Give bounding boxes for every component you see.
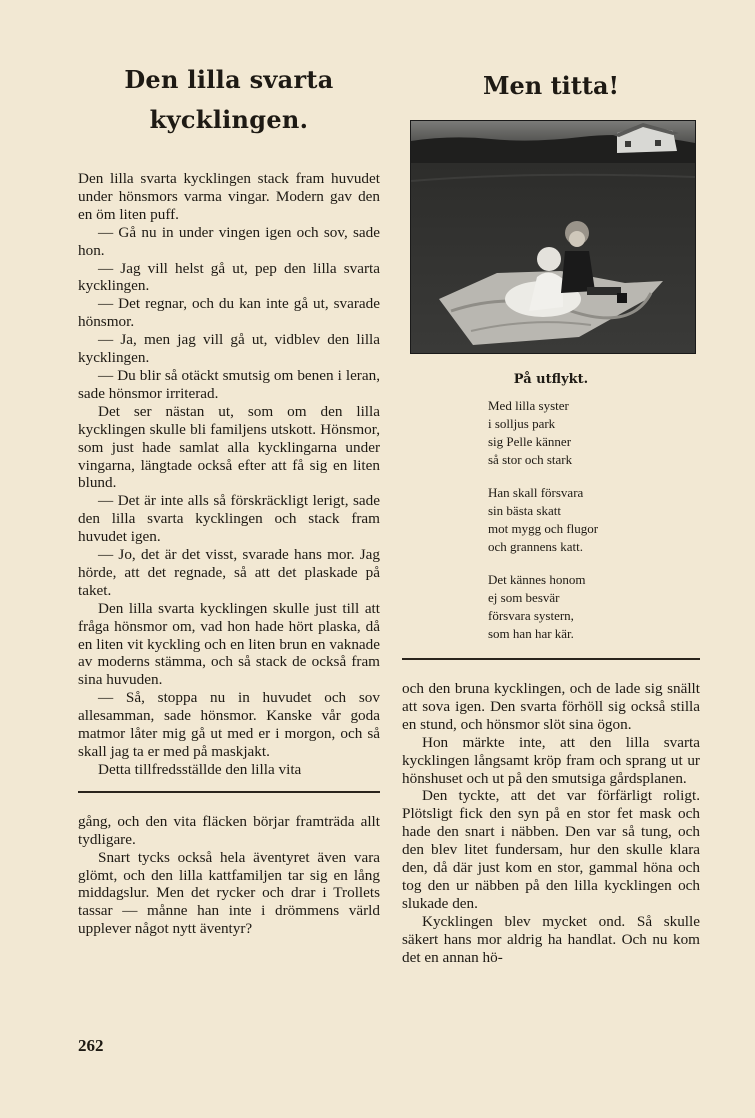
other-story-paragraph: gång, och den vita fläcken börjar framträda allt tydligare.	[78, 812, 380, 848]
poem-line: försvara systern,	[488, 608, 574, 623]
poem-stanza	[488, 484, 700, 556]
story-paragraph: — Det är inte alls så förskräckligt lerigt, sade den lilla svarta kycklingen och stack fram huvudet igen.	[78, 492, 380, 546]
story-paragraph: — Gå nu in under vingen igen och sov, sade hon.	[78, 223, 380, 259]
divider	[78, 791, 380, 793]
story-paragraph: Den lilla svarta kycklingen skulle just till att fråga hönsmor om, vad hon hade hört plaska, då en liten vit kyckling och en liten brun en vaknade av moderns stämma, och så stack de också fram sina huvuden.	[78, 599, 380, 689]
poem-line: Det kännes honom	[488, 572, 586, 587]
story-paragraph: och den bruna kycklingen, och de lade sig snällt att sova igen. Den svarta förhöll sig också stilla en stund, och hönsmor slöt sina ögon.	[402, 680, 700, 733]
story-title: Den lilla svarta kycklingen.	[124, 65, 334, 134]
story-paragraph: Hon märkte inte, att den lilla svarta kycklingen långsamt kröp fram och sprang ut ur hönshuset och ut på den smutsiga gårdsplanen.	[402, 733, 700, 787]
poem-line: och grannens katt.	[488, 539, 583, 554]
story-paragraph: Den lilla svarta kycklingen stack fram huvudet under hönsmors varma vingar. Modern gav den en öm liten puff.	[78, 170, 380, 223]
story-paragraph: Den tyckte, att det var förfärligt roligt. Plötsligt fick den syn på en stor fet mask och hade den snart i näbben. Den var så tung, och den blev litet fundersam, hur den skulle klara den, då där just kom en stor, gammal höna och tog den ur näbben på den lilla kycklingen och slukade den.	[402, 787, 700, 912]
poem-line: som han har kär.	[488, 626, 574, 641]
other-story-paragraph: Snart tycks också hela äventyret även vara glömt, och den lilla kattfamiljen tar sig en lång middagslur. Men det rycker och drar i Trollets tassar — månne han inte i drömmens värld upplever något nytt äventyr?	[78, 848, 380, 938]
poem-line: Han skall försvara	[488, 485, 584, 500]
poem-line: mot mygg och flugor	[488, 521, 599, 536]
divider	[402, 658, 700, 660]
photo-illustration	[411, 121, 695, 353]
other-story-body	[78, 813, 380, 938]
story-paragraph: — Jag vill helst gå ut, pep den lilla svarta kycklingen.	[78, 259, 380, 295]
story-paragraph: — Det regnar, och du kan inte gå ut, svarade hönsmor.	[78, 295, 380, 331]
poem-line: sin bästa skatt	[488, 503, 561, 518]
left-column	[78, 60, 380, 938]
poem-line: sig Pelle känner	[488, 434, 572, 449]
story-paragraph: Det ser nästan ut, som om den lilla kycklingen skulle bli familjens utskott. Hönsmor, som just hade samlat alla kycklingarna under vingarna, längtade också efter att få sig en liten blund.	[78, 402, 380, 492]
story-body-left	[78, 170, 380, 779]
caption-title: På utflykt.	[513, 372, 589, 387]
story-paragraph: — Jo, det är det visst, svarade hans mor. Jag hörde, att det regnade, så att det plaskade på taket.	[78, 546, 380, 599]
poem-line: ej som besvär	[488, 590, 560, 605]
poem	[488, 397, 700, 643]
story-paragraph: — Ja, men jag vill gå ut, vidblev den lilla kycklingen.	[78, 331, 380, 367]
story-body-right	[402, 680, 700, 967]
photo-feature-title: Men titta!	[482, 71, 620, 100]
story-paragraph: Detta tillfredsställde den lilla vita	[98, 760, 302, 778]
story-paragraph: — Så, stoppa nu in huvudet och sov allesamman, sade hönsmor. Kanske vår goda matmor låter mig gå ut med er i morgon, och så skall jag ta er med på maskjakt.	[78, 689, 380, 760]
photo-children-on-blanket	[410, 120, 696, 354]
poem-stanza	[488, 571, 700, 643]
poem-line: så stor och stark	[488, 452, 573, 467]
page-number: 262	[78, 1036, 104, 1055]
story-paragraph: Kycklingen blev mycket ond. Så skulle säkert hans mor aldrig ha handlat. Och nu kom det en annan hö-	[402, 912, 700, 966]
poem-stanza	[488, 397, 700, 469]
story-paragraph: — Du blir så otäckt smutsig om benen i leran, sade hönsmor irriterad.	[78, 366, 380, 402]
right-column	[402, 60, 700, 967]
poem-line: i solljus park	[488, 416, 556, 431]
poem-line: Med lilla syster	[488, 398, 569, 413]
